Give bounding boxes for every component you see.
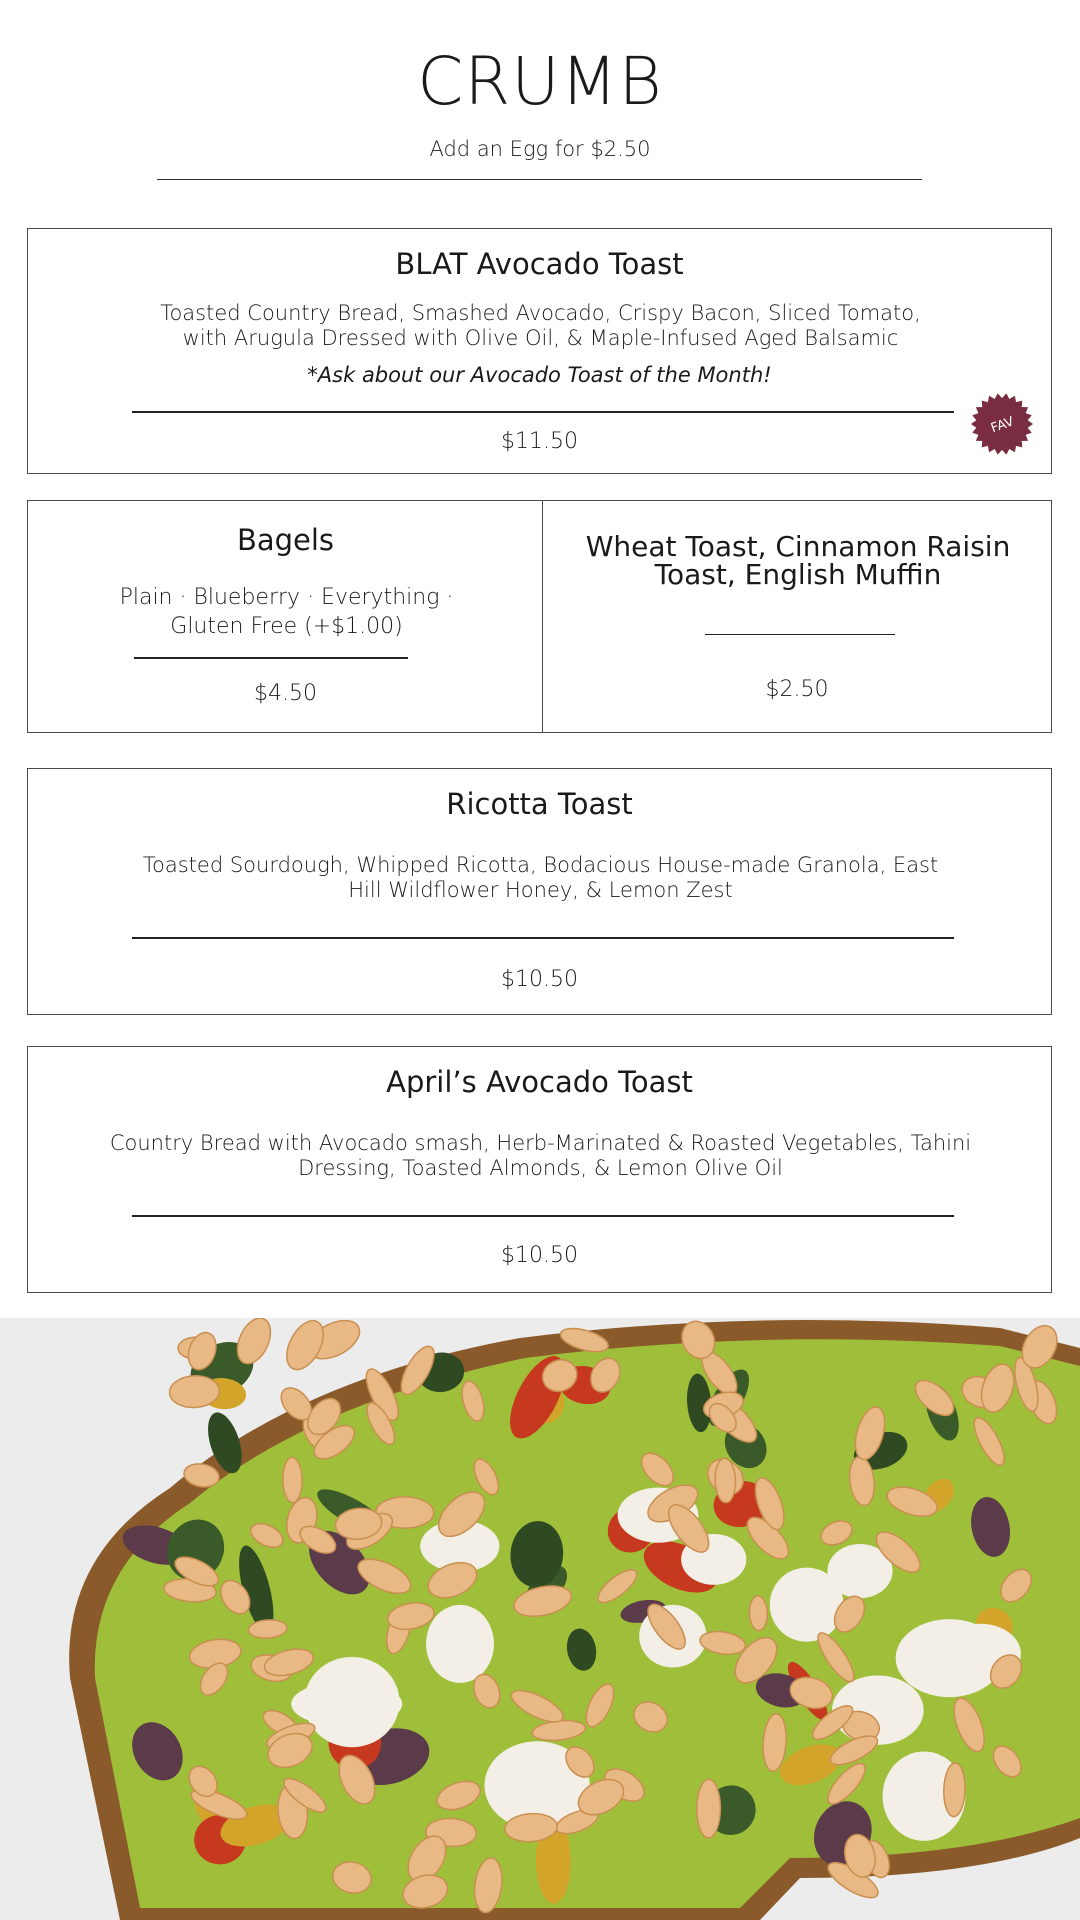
brand-title: CRUMB: [417, 43, 663, 120]
item-description: Country Bread with Avocado smash, Herb-Marinated & Roasted Vegetables, Tahini Dressing, Toasted Almonds, & Lemon Olive Oil: [109, 1131, 972, 1180]
item-divider: [705, 634, 895, 635]
menu-item-aprils-avocado-toast: [27, 1046, 1052, 1293]
item-divider: [134, 657, 408, 659]
item-note: *Ask about our Avocado Toast of the Month!: [307, 363, 772, 387]
ricotta-dollop: [304, 1657, 399, 1747]
item-divider: [132, 937, 954, 939]
item-price: $4.50: [254, 681, 317, 706]
fav-badge-label: FAV: [989, 414, 1017, 437]
item-title: BLAT Avocado Toast: [395, 247, 684, 281]
menu-item-toast-muffin: [542, 500, 1052, 733]
item-description: Toasted Sourdough, Whipped Ricotta, Bodacious House-made Granola, East Hill Wildflower Honey, & Lemon Zest: [142, 853, 939, 902]
item-title: Wheat Toast, Cinnamon Raisin Toast, English Muffin: [585, 530, 1011, 591]
item-price: $11.50: [501, 429, 578, 454]
fav-badge: [970, 392, 1034, 456]
menu-header: [0, 0, 1080, 190]
menu-item-blat-avocado-toast: [27, 228, 1052, 474]
menu-item-ricotta-toast: [27, 768, 1052, 1015]
item-description: Plain · Blueberry · Everything · Gluten Free (+$1.00): [119, 585, 454, 639]
almond-slice: [697, 1779, 721, 1838]
item-title: Bagels: [236, 523, 335, 557]
header-divider: [157, 179, 922, 180]
item-divider: [132, 1215, 954, 1217]
item-price: $2.50: [765, 677, 829, 702]
almond-slice: [749, 1595, 768, 1630]
menu-item-bagels: [27, 500, 544, 733]
item-title: April’s Avocado Toast: [386, 1065, 693, 1099]
item-divider: [132, 411, 954, 413]
item-title: Ricotta Toast: [446, 787, 633, 821]
item-price: $10.50: [501, 967, 578, 992]
item-price: $10.50: [501, 1243, 578, 1268]
food-illustration: [0, 1318, 1080, 1920]
ricotta-dollop: [426, 1605, 494, 1683]
almond-slice: [282, 1457, 302, 1503]
egg-addon-tagline: Add an Egg for $2.50: [429, 137, 651, 161]
avocado-toast-photo: [0, 1318, 1080, 1920]
item-description: Toasted Country Bread, Smashed Avocado, Crispy Bacon, Sliced Tomato, with Arugula Dressed with Olive Oil, & Maple-Infused Aged Balsamic: [160, 301, 921, 350]
